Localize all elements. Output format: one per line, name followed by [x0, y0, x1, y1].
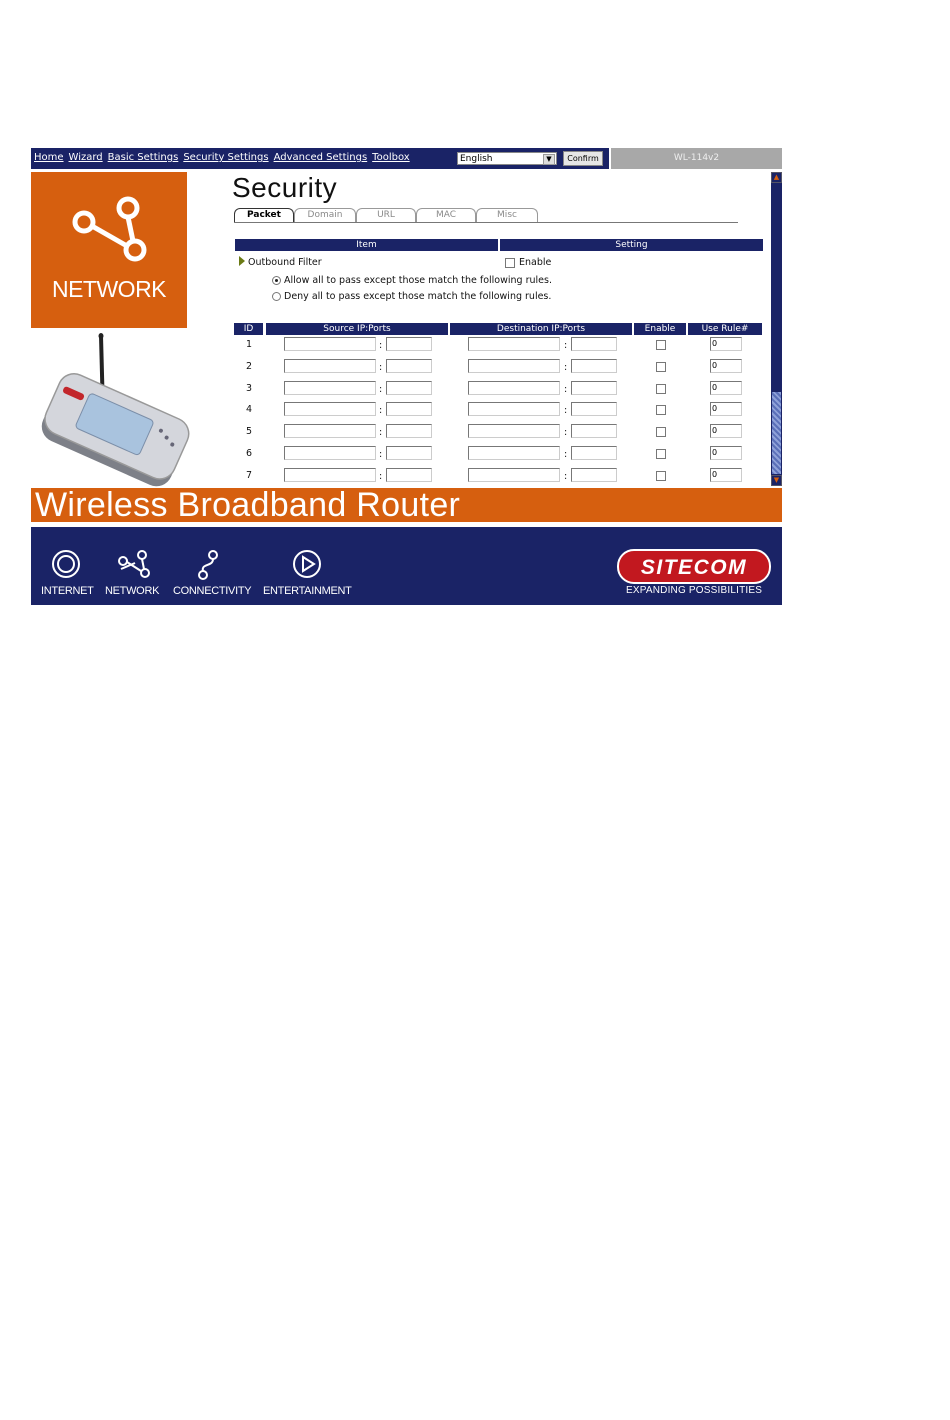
use-rule-input[interactable]: 0 — [710, 402, 742, 416]
source-ip-input[interactable] — [284, 424, 376, 438]
nav-link-home[interactable]: Home — [34, 152, 64, 163]
destination-ip-input[interactable] — [468, 337, 560, 351]
destination-ip-input[interactable] — [468, 446, 560, 460]
top-nav-bar — [31, 148, 609, 169]
allow-all-label: Allow all to pass except those match the following rules. — [284, 275, 552, 286]
ip-port-separator: : — [564, 470, 568, 482]
ip-port-separator: : — [379, 427, 383, 439]
nav-link-security-settings[interactable]: Security Settings — [183, 152, 269, 163]
source-ip-input[interactable] — [284, 359, 376, 373]
destination-port-input[interactable] — [571, 468, 617, 482]
source-port-input[interactable] — [386, 402, 432, 416]
product-banner — [31, 488, 782, 522]
confirm-button[interactable]: Confirm — [563, 151, 603, 166]
use-rule-input[interactable]: 0 — [710, 468, 742, 482]
source-ip-input[interactable] — [284, 381, 376, 395]
footer-internet-label: INTERNET — [41, 585, 94, 597]
destination-ip-input[interactable] — [468, 381, 560, 395]
rules-table — [234, 322, 770, 485]
nav-links — [34, 152, 415, 163]
source-ip-input[interactable] — [284, 446, 376, 460]
network-icon — [71, 196, 149, 268]
network-section-panel — [31, 172, 187, 328]
source-port-input[interactable] — [386, 381, 432, 395]
sitecom-logo — [617, 549, 771, 584]
footer-network-label: NETWORK — [105, 585, 160, 597]
item-column-header: Item — [235, 239, 498, 251]
deny-all-radio[interactable] — [272, 292, 281, 301]
rule-id: 4 — [246, 404, 253, 416]
ip-port-separator: : — [564, 449, 568, 460]
use-rule-input[interactable]: 0 — [710, 337, 742, 351]
tab-packet[interactable]: Packet — [234, 208, 294, 222]
nav-link-advanced-settings[interactable]: Advanced Settings — [273, 152, 368, 163]
language-select-value: English — [460, 154, 493, 164]
ip-port-separator: : — [379, 405, 383, 417]
use-rule-input[interactable]: 0 — [710, 424, 742, 438]
brand-text: SITECOM — [640, 556, 748, 579]
rule-enable-checkbox[interactable] — [656, 449, 666, 459]
nav-link-wizard[interactable]: Wizard — [68, 152, 103, 163]
network-icon — [117, 549, 151, 579]
destination-port-input[interactable] — [571, 402, 617, 416]
scroll-down-icon[interactable]: ▼ — [771, 475, 782, 486]
source-port-input[interactable] — [386, 424, 432, 438]
rules-header-destination: Destination IP:Ports — [450, 323, 632, 335]
tab-mac[interactable]: MAC — [416, 208, 476, 222]
destination-port-input[interactable] — [571, 337, 617, 351]
rule-enable-checkbox[interactable] — [656, 340, 666, 350]
rule-enable-checkbox[interactable] — [656, 362, 666, 372]
ip-port-separator: : — [379, 361, 383, 373]
rules-header-use-rule: Use Rule# — [688, 323, 762, 335]
footer-bar — [31, 527, 782, 605]
rule-enable-checkbox[interactable] — [656, 384, 666, 394]
rule-id: 2 — [246, 360, 253, 372]
outbound-filter-enable-label: Enable — [519, 257, 552, 268]
ip-port-separator: : — [564, 340, 568, 351]
tab-domain[interactable]: Domain — [294, 208, 356, 222]
footer-connectivity-label: CONNECTIVITY — [173, 585, 252, 597]
ip-port-separator: : — [564, 427, 568, 439]
ip-port-separator: : — [379, 449, 383, 460]
rule-enable-checkbox[interactable] — [656, 427, 666, 437]
source-ip-input[interactable] — [284, 337, 376, 351]
deny-all-label: Deny all to pass except those match the following rules. — [284, 291, 552, 302]
rule-enable-checkbox[interactable] — [656, 471, 666, 481]
rule-id: 6 — [246, 448, 253, 459]
ip-port-separator: : — [564, 361, 568, 373]
source-ip-input[interactable] — [284, 468, 376, 482]
rule-id: 1 — [246, 339, 253, 350]
source-port-input[interactable] — [386, 359, 432, 373]
outbound-filter-label: Outbound Filter — [248, 257, 322, 268]
use-rule-input[interactable]: 0 — [710, 446, 742, 460]
source-port-input[interactable] — [386, 337, 432, 351]
source-port-input[interactable] — [386, 446, 432, 460]
allow-all-radio[interactable] — [272, 276, 281, 285]
rules-header-id: ID — [234, 323, 263, 335]
nav-link-basic-settings[interactable]: Basic Settings — [107, 152, 179, 163]
tab-bar — [234, 208, 738, 223]
vertical-scrollbar[interactable] — [771, 172, 782, 486]
destination-port-input[interactable] — [571, 381, 617, 395]
scroll-up-icon[interactable]: ▲ — [771, 172, 782, 183]
ip-port-separator: : — [379, 470, 383, 482]
rules-header-source: Source IP:Ports — [266, 323, 448, 335]
ip-port-separator: : — [379, 340, 383, 351]
router-device-image — [31, 332, 196, 492]
scrollbar-thumb[interactable] — [772, 392, 781, 474]
chevron-down-icon[interactable]: ▼ — [543, 154, 555, 165]
rule-id: 5 — [246, 426, 253, 438]
ip-port-separator: : — [379, 383, 383, 395]
destination-port-input[interactable] — [571, 446, 617, 460]
use-rule-input[interactable]: 0 — [710, 359, 742, 373]
brand-tagline: EXPANDING POSSIBILITIES — [626, 585, 763, 596]
rule-id: 3 — [246, 382, 253, 394]
destination-ip-input[interactable] — [468, 424, 560, 438]
footer-entertainment-label: ENTERTAINMENT — [263, 585, 352, 597]
rules-header-enable: Enable — [634, 323, 686, 335]
play-icon — [292, 549, 322, 579]
ip-port-separator: : — [564, 383, 568, 395]
language-select[interactable] — [457, 152, 557, 165]
connectivity-icon — [195, 549, 221, 581]
destination-ip-input[interactable] — [468, 402, 560, 416]
tab-misc[interactable]: Misc — [476, 208, 538, 222]
outbound-filter-enable-checkbox[interactable] — [505, 258, 515, 268]
model-name: WL-114v2 — [611, 148, 782, 169]
rule-enable-checkbox[interactable] — [656, 405, 666, 415]
use-rule-input[interactable]: 0 — [710, 381, 742, 395]
network-section-label: NETWORK — [51, 276, 167, 302]
triangle-bullet-icon — [239, 256, 245, 266]
destination-ip-input[interactable] — [468, 359, 560, 373]
internet-icon — [51, 549, 81, 579]
ip-port-separator: : — [564, 405, 568, 417]
rule-id: 7 — [246, 469, 253, 481]
destination-port-input[interactable] — [571, 359, 617, 373]
nav-link-toolbox[interactable]: Toolbox — [372, 152, 410, 163]
router-admin-window — [31, 148, 782, 605]
tab-url[interactable]: URL — [356, 208, 416, 222]
destination-port-input[interactable] — [571, 424, 617, 438]
source-ip-input[interactable] — [284, 402, 376, 416]
page-title: Security — [232, 172, 338, 203]
setting-column-header: Setting — [500, 239, 763, 251]
source-port-input[interactable] — [386, 468, 432, 482]
product-title: Wireless Broadband Router — [35, 486, 461, 524]
destination-ip-input[interactable] — [468, 468, 560, 482]
